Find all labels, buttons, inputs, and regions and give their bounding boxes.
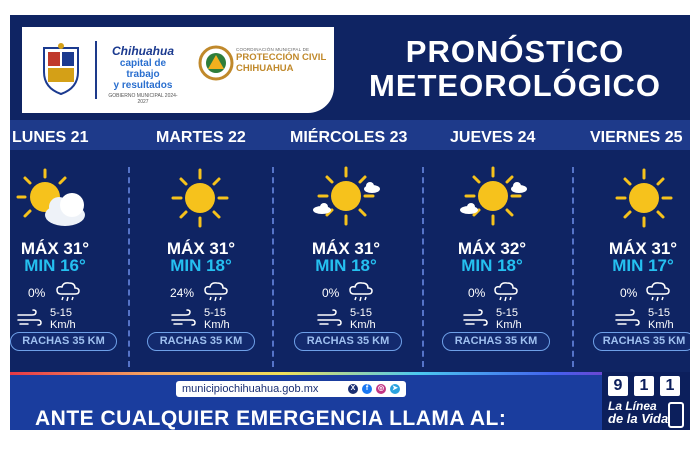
city-shield-icon	[40, 42, 82, 96]
day-header-3: MIÉRCOLES 23	[290, 129, 408, 146]
column-divider	[128, 167, 130, 367]
slogan-line1: La Línea	[608, 399, 657, 413]
wind-speed	[204, 307, 254, 331]
digit-9: 9	[608, 376, 628, 396]
wind-range: 5-15	[204, 307, 227, 319]
gusts-badge: RACHAS 35 KM	[294, 332, 402, 351]
sun-small-clouds-icon	[457, 165, 529, 227]
precip-chance: 0%	[620, 286, 638, 300]
pc-line2: CHIHUAHUA	[236, 63, 294, 74]
gusts-badge: RACHAS 35 KM	[593, 332, 690, 351]
wind-unit: Km/h	[496, 319, 522, 331]
city-logo-line3: y resultados	[113, 80, 173, 91]
logo-card	[22, 27, 334, 113]
wind-icon	[614, 309, 640, 327]
gusts-badge: RACHAS 35 KM	[147, 332, 255, 351]
civil-protection-logo	[236, 47, 332, 74]
header	[10, 15, 690, 120]
min-temp: MIN 18°	[461, 256, 523, 275]
logo-divider	[95, 41, 97, 99]
wind-range: 5-15	[648, 307, 671, 319]
wind-icon	[170, 309, 196, 327]
wind-unit: Km/h	[648, 319, 674, 331]
pc-line1: PROTECCIÓN CIVIL	[236, 52, 327, 63]
wind-icon	[16, 309, 42, 327]
wind-range: 5-15	[50, 307, 73, 319]
column-divider	[272, 167, 274, 367]
pc-small-label: COORDINACIÓN MUNICIPAL DE	[236, 47, 310, 52]
slogan-line2: de la Vida	[608, 411, 669, 426]
wind-range: 5-15	[350, 307, 373, 319]
facebook-icon[interactable]: f	[362, 384, 372, 394]
precip-chance: 0%	[322, 286, 340, 300]
max-temp: MÁX 32°	[457, 239, 527, 258]
website-link[interactable]: municipiochihuahua.gob.mx	[182, 383, 319, 395]
sun-icon	[614, 167, 674, 229]
wind-speed	[648, 307, 690, 331]
sun-cloud-icon	[15, 167, 90, 232]
page-title	[350, 35, 680, 103]
rain-cloud-icon	[55, 281, 81, 303]
wind-icon	[316, 309, 342, 327]
digit-1: 1	[634, 376, 654, 396]
max-temp: MÁX 31°	[20, 239, 90, 258]
day-header-4: JUEVES 24	[450, 129, 536, 146]
min-temp: MIN 18°	[315, 256, 377, 275]
min-temp: MIN 17°	[612, 256, 674, 275]
day-header-1: LUNES 21	[12, 129, 89, 146]
city-logo-line2: capital de trabajo	[119, 58, 167, 80]
emergency-number-badge	[602, 372, 690, 430]
max-temp: MÁX 31°	[311, 239, 381, 258]
city-logo-tagline: GOBIERNO MUNICIPAL 2024-2027	[108, 93, 178, 105]
wind-unit: Km/h	[350, 319, 376, 331]
day-header-2: MARTES 22	[156, 129, 246, 146]
precip-chance: 0%	[28, 286, 46, 300]
column-divider	[572, 167, 574, 367]
emergency-message: ANTE CUALQUIER EMERGENCIA LLAMA AL:	[35, 407, 507, 430]
civil-protection-emblem-icon	[198, 45, 234, 81]
day-header-5: VIERNES 25	[590, 129, 683, 146]
wind-speed	[496, 307, 546, 331]
x-icon[interactable]: X	[348, 384, 358, 394]
gusts-badge: RACHAS 35 KM	[442, 332, 550, 351]
precip-chance: 24%	[170, 286, 195, 300]
wind-unit: Km/h	[204, 319, 230, 331]
website-bar[interactable]	[176, 381, 406, 397]
telegram-icon[interactable]: ➤	[390, 384, 400, 394]
max-temp: MÁX 31°	[608, 239, 678, 258]
rain-cloud-icon	[493, 281, 519, 303]
city-logo	[104, 45, 182, 105]
min-temp: MIN 18°	[170, 256, 232, 275]
gusts-badge: RACHAS 35 KM	[10, 332, 117, 351]
rain-cloud-icon	[645, 281, 671, 303]
digit-1: 1	[660, 376, 680, 396]
city-logo-line1: Chihuahua	[112, 44, 174, 58]
wind-speed	[350, 307, 400, 331]
min-temp: MIN 16°	[24, 256, 86, 275]
sun-small-clouds-icon	[310, 165, 382, 227]
forecast-poster	[10, 15, 690, 430]
wind-unit: Km/h	[50, 319, 76, 331]
rain-cloud-icon	[348, 281, 374, 303]
title-line1: PRONÓSTICO	[405, 34, 625, 69]
phone-icon	[668, 402, 684, 428]
max-temp: MÁX 31°	[166, 239, 236, 258]
instagram-icon[interactable]: ◎	[377, 385, 385, 392]
rain-cloud-icon	[203, 281, 229, 303]
sun-icon	[170, 167, 230, 229]
page-margin	[0, 430, 700, 450]
wind-range: 5-15	[496, 307, 519, 319]
wind-speed	[50, 307, 100, 331]
column-divider	[422, 167, 424, 367]
precip-chance: 0%	[468, 286, 486, 300]
wind-icon	[462, 309, 488, 327]
title-line2: METEOROLÓGICO	[369, 68, 661, 103]
